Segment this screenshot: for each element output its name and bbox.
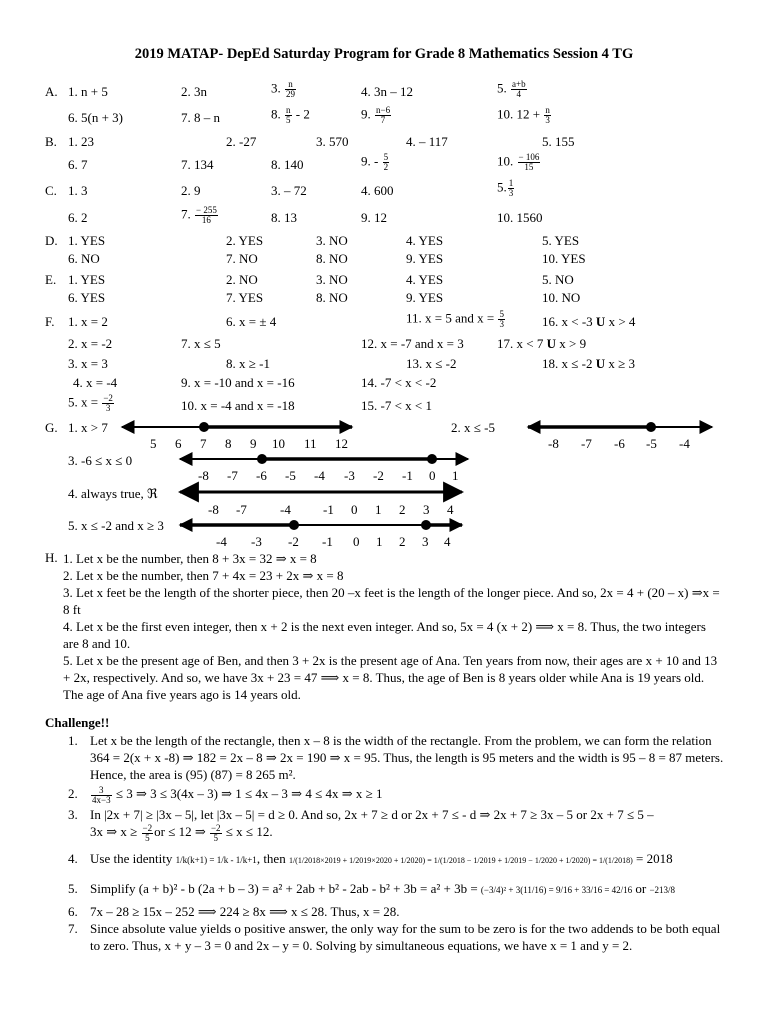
answer-item: 10. 1560	[497, 210, 543, 225]
answer-item: 4. 3n – 12	[361, 84, 413, 99]
section-label-d: D.	[45, 233, 58, 248]
tick-label: -1	[323, 502, 334, 517]
answer-item: 13. x ≤ -2	[406, 356, 457, 371]
answer-item: 3. 570	[316, 134, 349, 149]
word-problem-3: 3. Let x feet be the length of the shorter piece, then 20 –x feet is the length of the longer piece. And so, 2x = 4 + (20 – x) ⇒x = 8 ft	[63, 585, 720, 617]
answer-item: 2. NO	[226, 272, 258, 287]
tick-label: 5	[150, 436, 157, 451]
section-label-e: E.	[45, 272, 57, 287]
answer-item: 8. NO	[316, 290, 348, 305]
tick-label: -2	[288, 534, 299, 549]
answer-item: 10. $\frac{- 106}{15}$	[497, 152, 540, 172]
answer-item: 9. $\frac{n-6}{7}$	[361, 105, 391, 125]
answer-item: 8. 13	[271, 210, 297, 225]
answer-item: 8. NO	[316, 251, 348, 266]
tick-label: -7	[236, 502, 247, 517]
answer-item: 4. YES	[406, 233, 444, 248]
answer-item: 5. 155	[542, 134, 575, 149]
word-problem-1: 1. Let x be the number, then 8 + 3x = 32 ⇒ x = 8	[63, 551, 317, 566]
tick-label: -8	[198, 468, 209, 483]
answer-item: 3. NO	[316, 272, 348, 287]
answer-item: 1. YES	[68, 272, 106, 287]
tick-label: -5	[285, 468, 296, 483]
challenge-item-5: 5. Simplify (a + b)² - b (2a + b – 3) = a² + 2ab + b² - 2ab - b² + 3b = a² + 3b = (−3/4)² + 3(11/16) = 9/16 + 33/16 = 42/16 or −213/8	[68, 881, 676, 896]
answer-item: 6. NO	[68, 251, 100, 266]
tick-label: -4	[679, 436, 690, 451]
answer-item: 1. 3	[68, 183, 88, 198]
answer-item: 6. 2	[68, 210, 88, 225]
answer-item: 4. – 117	[406, 134, 448, 149]
closed-point	[257, 454, 267, 464]
tick-label: 4	[444, 534, 451, 549]
challenge-item-7: 7. Since absolute value yields o positive answer, the only way for the sum to be zero is for the two addends to be both equal to zero. Thus, x + y – 3 = 0 and 2x – y = 0. Solving by simultaneous equations, we have x = 1 and y = 2.	[68, 921, 721, 953]
word-problem-2: 2. Let x be the number, then 7 + 4x = 23 + 2x ⇒ x = 8	[63, 568, 344, 583]
answer-item: 8. x ≥ -1	[226, 356, 270, 371]
tick-label: -6	[614, 436, 625, 451]
tick-label: 12	[335, 436, 348, 451]
closed-point	[199, 422, 209, 432]
section-label-g: G.	[45, 420, 58, 435]
challenge-item-1: 1. Let x be the length of the rectangle, then x – 8 is the width of the rectangle. From the problem, we can form the relation 364 = 2(x + x -8) ⇒ 182 = 2x – 8 ⇒ 2x = 190 ⇒ x = 95. Thus, the length is 95 meters and the width is 95 – 8 = 87 meters. Hence, the area is (95) (87) = 8 265 m².	[68, 733, 724, 782]
graph-label: 1. x > 7	[68, 420, 108, 435]
word-problem-4: 4. Let x be the first even integer, then x + 2 is the next even integer. And so, 5x = 4 (x + 2) ⟹ x = 8. Thus, the two integers are 8 and 10.	[63, 619, 706, 651]
tick-label: -4	[216, 534, 227, 549]
tick-label: 6	[175, 436, 182, 451]
answer-item: 5. $\frac{a+b}{4}$	[497, 79, 526, 99]
closed-point	[289, 520, 299, 530]
tick-label: -1	[402, 468, 413, 483]
answer-item: 10. NO	[542, 290, 581, 305]
section-label-c: C.	[45, 183, 57, 198]
answer-item: 2. 3n	[181, 84, 207, 99]
tick-label: 1	[376, 534, 383, 549]
answer-item: 17. x < 7 U x > 9	[497, 336, 587, 351]
tick-label: 2	[399, 502, 406, 517]
tick-label: 7	[200, 436, 207, 451]
answer-item: 3. $\frac{n}{29}$	[271, 79, 295, 99]
answer-item: 6. 7	[68, 157, 88, 172]
answer-item: 8. $\frac{n}{5}$ - 2	[271, 105, 310, 125]
tick-label: 9	[250, 436, 257, 451]
challenge-heading: Challenge!!	[45, 715, 110, 730]
answer-item: 9. YES	[406, 290, 444, 305]
tick-label: 0	[429, 468, 436, 483]
answer-item: 7. $\frac{- 255}{16}$	[181, 205, 217, 225]
answer-item: 2. -27	[226, 134, 257, 149]
tick-label: 1	[452, 468, 459, 483]
answer-item: 7. 134	[181, 157, 214, 172]
answer-item: 1. 23	[68, 134, 94, 149]
tick-label: -7	[581, 436, 592, 451]
tick-label: 1	[375, 502, 382, 517]
closed-point	[427, 454, 437, 464]
answer-item: 9. - $\frac{5}{2}$	[361, 152, 389, 172]
graph-label: 5. x ≤ -2 and x ≥ 3	[68, 518, 164, 533]
graph-label: 3. -6 ≤ x ≤ 0	[68, 453, 133, 468]
answer-item: 3. NO	[316, 233, 348, 248]
tick-label: -1	[322, 534, 333, 549]
tick-label: 0	[353, 534, 360, 549]
tick-label: 3	[422, 534, 429, 549]
graph-label: 2. x ≤ -5	[451, 420, 495, 435]
tick-label: -8	[548, 436, 559, 451]
word-problem-5: 5. Let x be the present age of Ben, and then 3 + 2x is the present age of Ana. Ten years from now, their ages are x + 10 and 13 + 2x, respectively. And so, we have 3x + 23 = 47 ⟹ x = 8. Thus, the age of Ben is 8 years older while Ana is 19 years old. The age of Ana five years ago is 14 years old.	[63, 653, 718, 702]
tick-label: -8	[208, 502, 219, 517]
tick-label: 4	[447, 502, 454, 517]
answer-item: 18. x ≤ -2 U x ≥ 3	[542, 356, 635, 371]
section-label-f: F.	[45, 314, 55, 329]
challenge-item-3: 3. In |2x + 7| ≥ |3x – 5|, let |3x – 5| = d ≥ 0. And so, 2x + 7 ≥ d or 2x + 7 ≤ - d ⇒ 2x + 7 ≥ 3x – 5 or 2x + 7 ≤ 5 – 3x ⇒ x ≥ $\frac{-2}{5}$ or ≤ 12 ⇒ $\frac{-2}{5}$ ≤ x ≤ 12.	[68, 807, 654, 843]
answer-item: 3. x = 3	[68, 356, 108, 371]
closed-point	[421, 520, 431, 530]
answer-item: 8. 140	[271, 157, 304, 172]
answer-item: 7. 8 – n	[181, 110, 220, 125]
section-label-h: H.	[45, 550, 58, 565]
tick-label: -7	[227, 468, 238, 483]
answer-item: 1. x = 2	[68, 314, 108, 329]
answer-item: 5. NO	[542, 272, 574, 287]
tick-label: -4	[314, 468, 325, 483]
tick-label: 0	[351, 502, 358, 517]
answer-item: 10. 12 + $\frac{n}{3}$	[497, 105, 550, 125]
answer-item: 10. x = -4 and x = -18	[181, 398, 295, 413]
page-title: 2019 MATAP- DepEd Saturday Program for Grade 8 Mathematics Session 4 TG	[134, 46, 634, 62]
answer-item: 1. YES	[68, 233, 106, 248]
tick-label: -6	[256, 468, 267, 483]
tick-label: 3	[423, 502, 430, 517]
tick-label: 10	[272, 436, 285, 451]
answer-item: 16. x < -3 U x > 4	[542, 314, 636, 329]
answer-item: 2. 9	[181, 183, 201, 198]
answer-item: 6. x = ± 4	[226, 314, 277, 329]
tick-label: 8	[225, 436, 232, 451]
answer-item: 10. YES	[542, 251, 586, 266]
tick-label: 2	[399, 534, 406, 549]
answer-item: 5. x = $\frac{-2}{3}$	[68, 393, 113, 413]
answer-item: 2. YES	[226, 233, 264, 248]
tick-label: -3	[251, 534, 262, 549]
closed-point	[646, 422, 656, 432]
answer-item: 4. x = -4	[73, 375, 118, 390]
answer-item: 6. 5(n + 3)	[68, 110, 123, 125]
answer-item: 2. x = -2	[68, 336, 113, 351]
answer-item: 3. – 72	[271, 183, 307, 198]
answer-item: 1. n + 5	[68, 84, 108, 99]
answer-item: 15. -7 < x < 1	[361, 398, 432, 413]
section-label-a: A.	[45, 84, 58, 99]
challenge-item-2: 2. $\frac{3}{4x-3}$ ≤ 3 ⇒ 3 ≤ 3(4x – 3) ⇒ 1 ≤ 4x – 3 ⇒ 4 ≤ 4x ⇒ x ≥ 1	[68, 784, 383, 805]
tick-label: -5	[646, 436, 657, 451]
tick-label: -4	[280, 502, 291, 517]
answer-item: 4. 600	[361, 183, 394, 198]
answer-item: 7. x ≤ 5	[181, 336, 221, 351]
graph-label: 4. always true, ℜ	[68, 486, 158, 501]
section-label-b: B.	[45, 134, 57, 149]
answer-item: 5. YES	[542, 233, 580, 248]
answer-item: 5. $\frac{1}{3}$	[497, 178, 514, 198]
answer-item: 11. x = 5 and x = $\frac{5}{3}$	[406, 309, 504, 329]
answer-item: 7. NO	[226, 251, 258, 266]
answer-item: 9. x = -10 and x = -16	[181, 375, 295, 390]
answer-item: 14. -7 < x < -2	[361, 375, 437, 390]
answer-item: 9. 12	[361, 210, 387, 225]
tick-label: -3	[344, 468, 355, 483]
tick-label: 11	[304, 436, 317, 451]
tick-label: -2	[373, 468, 384, 483]
answer-item: 6. YES	[68, 290, 106, 305]
challenge-item-4: 4. Use the identity 1/k(k+1) = 1/k - 1/k+1, then 1/(1/2018×2019 + 1/2019×2020 + 1/2020) = 1/(1/2018 − 1/2019 + 1/2019 − 1/2020 + 1/2020) = 1/(1/2018) = 2018	[68, 851, 673, 866]
answer-item: 9. YES	[406, 251, 444, 266]
answer-item: 4. YES	[406, 272, 444, 287]
answer-item: 7. YES	[226, 290, 264, 305]
challenge-item-6: 6. 7x – 28 ≥ 15x – 252 ⟹ 224 ≥ 8x ⟹ x ≤ 28. Thus, x = 28.	[68, 904, 400, 919]
answer-item: 12. x = -7 and x = 3	[361, 336, 464, 351]
